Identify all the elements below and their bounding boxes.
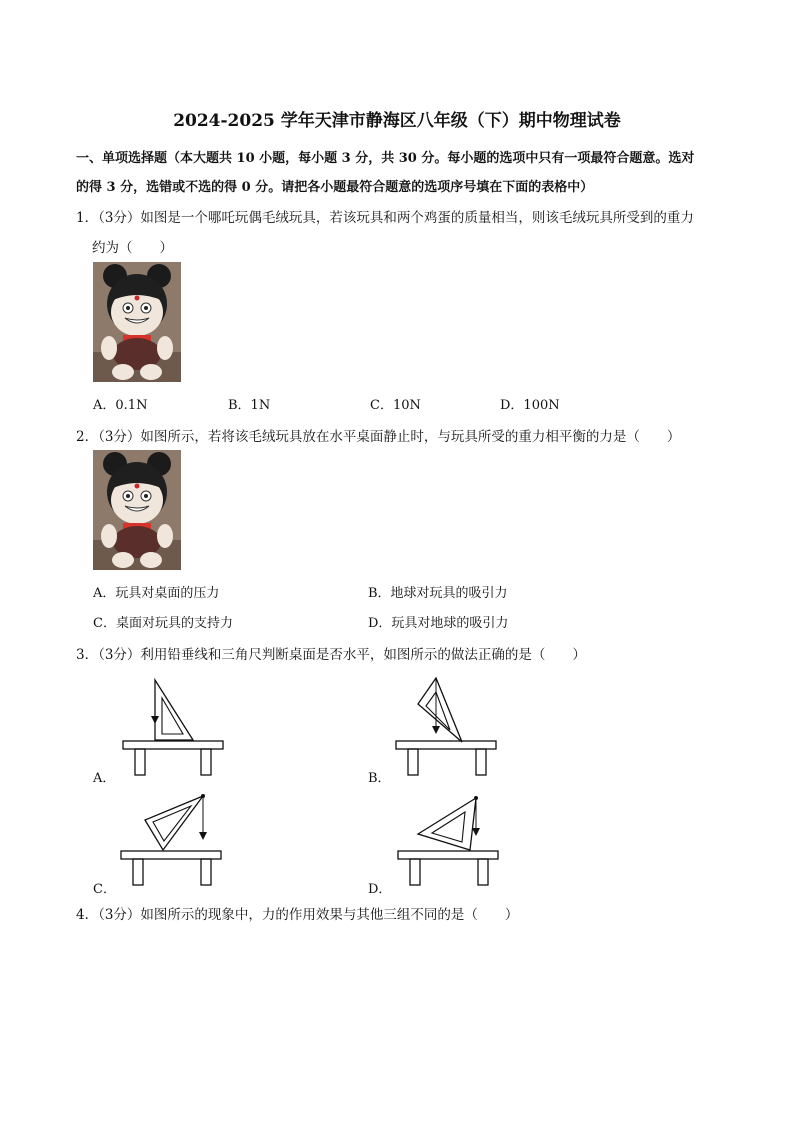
figure-b-plumb-line-triangle-table: [390, 676, 505, 778]
section-heading: [76, 144, 726, 202]
section-heading-line2: 的得 3 分，选错或不选的得 0 分。请把各小题最符合题意的选项序号填在下面的表格中）: [76, 180, 594, 195]
q2-option-b: B．地球对玩具的吸引力: [368, 586, 508, 601]
q2-option-d: D．玩具对地球的吸引力: [368, 616, 509, 631]
q2-option-c: C．桌面对玩具的支持力: [93, 616, 233, 631]
q3-option-b: B．: [368, 771, 391, 786]
figure-d-plumb-line-triangle-table: [390, 794, 505, 894]
q3-option-a: A．: [93, 771, 116, 786]
q1-option-b: B．1N: [228, 398, 271, 413]
nezha-plush-toy-photo: [93, 262, 181, 382]
q1-option-d: D．100N: [500, 398, 560, 413]
nezha-plush-toy-photo-2: [93, 450, 181, 570]
section-heading-line1: 一、单项选择题（本大题共 10 小题，每小题 3 分，共 30 分。每小题的选项中只有一项最符合题意。选对: [76, 151, 695, 166]
figure-c-plumb-line-triangle-table: [115, 792, 230, 892]
question-3-text: 3．（3分）利用铅垂线和三角尺判断桌面是否水平，如图所示的做法正确的是（ ）: [76, 647, 586, 663]
page-title: 2024-2025 学年天津市静海区八年级（下）期中物理试卷: [173, 111, 621, 131]
question-1-text-cont: 约为（ ）: [92, 240, 173, 256]
question-1-text: 1．（3分）如图是一个哪吒玩偶毛绒玩具，若该玩具和两个鸡蛋的质量相当，则该毛绒玩具所受到的重力: [76, 210, 694, 226]
question-2-text: 2．（3分）如图所示，若将该毛绒玩具放在水平桌面静止时，与玩具所受的重力相平衡的力是（ ）: [76, 429, 681, 445]
q1-option-a: A．0.1N: [93, 398, 148, 413]
q1-option-c: C．10N: [370, 398, 421, 413]
q2-option-a: A．玩具对桌面的压力: [93, 586, 220, 601]
q3-option-d: D．: [368, 882, 392, 897]
question-4-text: 4．（3分）如图所示的现象中，力的作用效果与其他三组不同的是（ ）: [76, 907, 519, 923]
q3-option-c: C．: [93, 882, 116, 897]
figure-a-plumb-line-triangle-table: [115, 678, 230, 778]
